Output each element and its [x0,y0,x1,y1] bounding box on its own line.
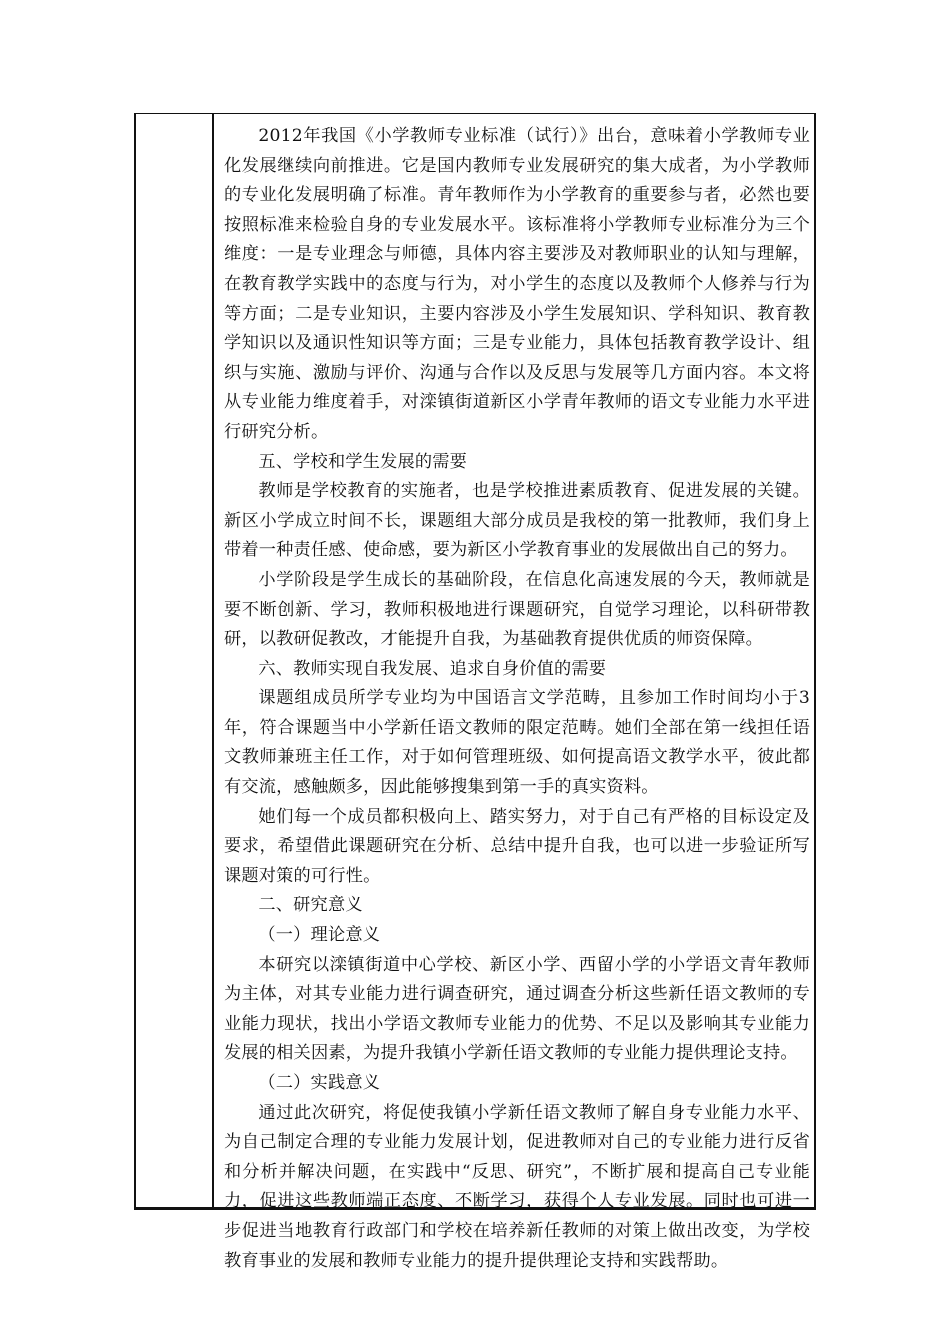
subheading-practical: （二）实践意义 [258,1073,381,1093]
section-heading-five: 五、学校和学生发展的需要 [258,451,468,472]
paragraph-standard-intro: 2012年我国《小学教师专业标准（试行）》出台，意味着小学教师专业化发展继续向前推进。它是国内教师专业发展研究的集大成者，为小学教师的专业化发展明确了标准。青年教师作为小学教育的重要参与者，必然也要按照标准来检验自身的专业发展水平。该标准将小学教师专业标准分为三个维度：一是专业理念与师德，具体内容主要涉及对教师职业的认知与理解，在教育教学实践中的态度与行为，对小学生的态度以及教师个人修养与行为等方面；二是专业知识，主要内容涉及小学生发展知识、学科知识、教育教学知识以及通识性知识等方面；三是专业能力，具体包括教育教学设计、组织与实施、激励与评价、沟通与合作以及反思与发展等几方面内容。本文将从专业能力维度着手，对滦镇街道新区小学青年教师的语文专业能力水平进行研究分析。 [224,126,810,442]
table-label-column [136,114,214,1207]
section-heading-six: 六、教师实现自我发展、追求自身价值的需要 [258,658,607,679]
subheading-theoretical: （一）理论意义 [258,925,381,946]
paragraph-practical: 通过此次研究，将促使我镇小学新任语文教师了解自身专业能力水平、为自己制定合理的专业能力发展计划，促进教师对自己的专业能力进行反省和分析并解决问题，在实践中“反思、研究”，不断扩展和提高自己专业能力，促进这些教师端正态度、不断学习，获得个人专业发展。同时也可进一步促进当地教育行政部门和学校在培养新任教师的对策上做出改变，为学校教育事业的发展和教师专业能力的提升提供理论支持和实践帮助。 [224,1102,810,1271]
section-heading-significance: 二、研究意义 [258,895,363,916]
paragraph-teacher-role: 教师是学校教育的实施者，也是学校推进素质教育、促进发展的关键。新区小学成立时间不长，课题组大部分成员是我校的第一批教师，我们身上带着一种责任感、使命感，要为新区小学教育事业的发展做出自己的努力。 [224,481,810,561]
paragraph-team-members: 课题组成员所学专业均为中国语言文学范畴，且参加工作时间均小于3年，符合课题当中小学新任语文教师的限定范畴。她们全部在第一线担任语文教师兼班主任工作，对于如何管理班级、如何提高语文教学水平，彼此都有交流，感触颇多，因此能够搜集到第一手的真实资料。 [224,688,810,798]
paragraph-member-goals: 她们每一个成员都积极向上、踏实努力，对于自己有严格的目标设定及要求，希望借此课题研究在分析、总结中提升自我，也可以进一步验证所写课题对策的可行性。 [224,806,810,886]
form-table [134,113,816,1271]
paragraph-primary-stage: 小学阶段是学生成长的基础阶段，在信息化高速发展的今天，教师就是要不断创新、学习，教师积极地进行课题研究，自觉学习理论，以科研带教研，以教研促教改，才能提升自我，为基础教育提供优质的师资保障。 [224,569,810,650]
table-content-cell [224,122,810,1276]
paragraph-theoretical: 本研究以滦镇街道中心学校、新区小学、西留小学的小学语文青年教师为主体，对其专业能力进行调查研究，通过调查分析这些新任语文教师的专业能力现状，找出小学语文教师专业能力的优势、不足以及影响其专业能力发展的相关因素，为提升我镇小学新任语文教师的专业能力提供理论支持。 [224,954,810,1064]
